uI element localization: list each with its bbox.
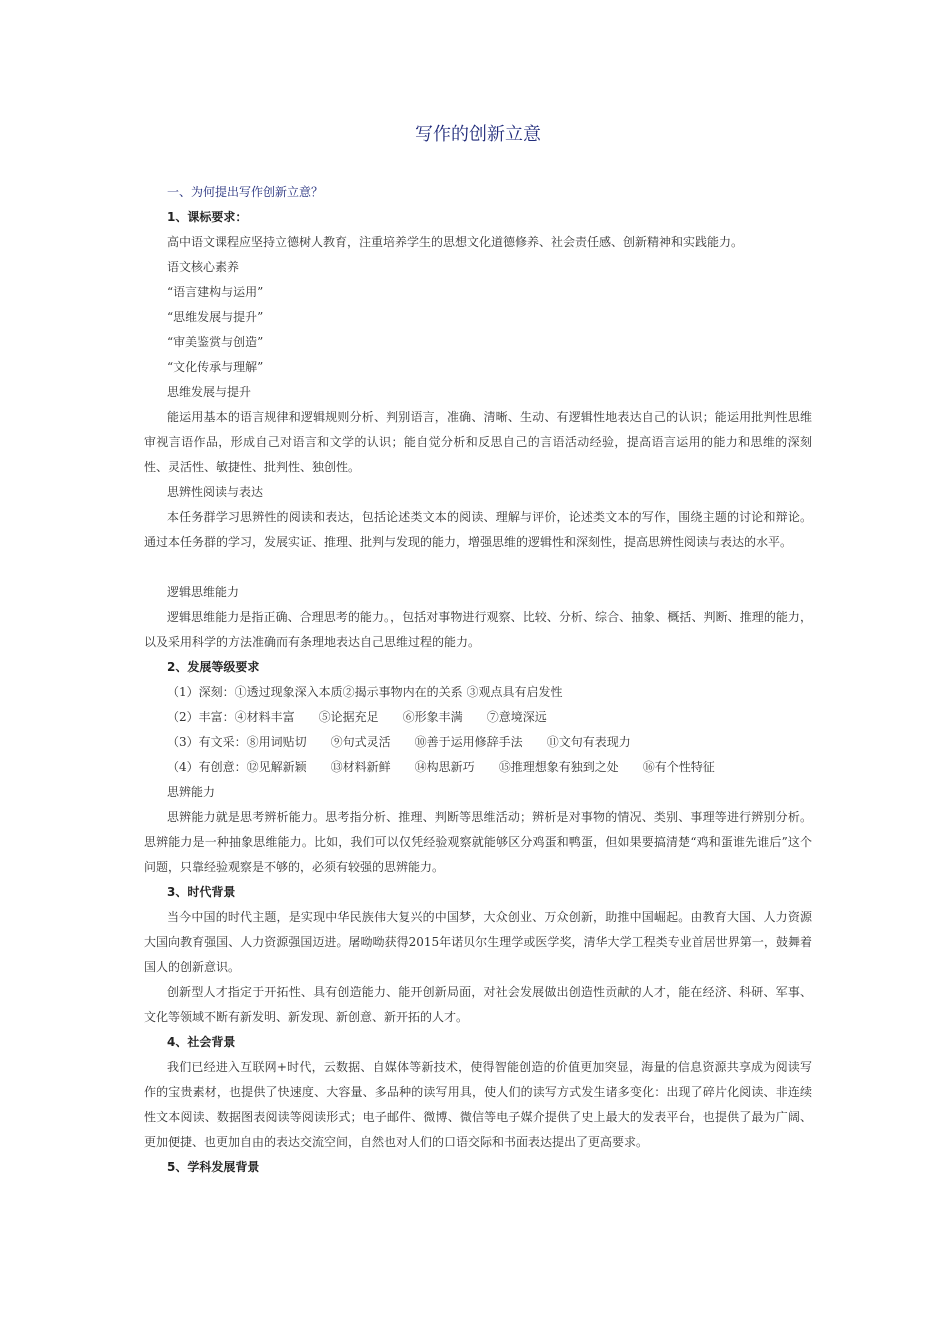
level-item: ⑬材料新鲜 [330, 760, 391, 774]
core-item: “文化传承与理解” [167, 360, 264, 374]
level-item: ⑥形象丰满 [402, 710, 463, 724]
core-item: “思维发展与提升” [167, 310, 264, 324]
level-lead: （4）有创意： [167, 760, 247, 774]
level-line [167, 705, 812, 730]
section-heading: 一、为何提出写作创新立意？ [167, 185, 324, 199]
level-item: ⑦意境深远 [486, 710, 547, 724]
subsection-heading: 1、课标要求： [167, 210, 248, 224]
level-item: ⑧用词贴切 [246, 735, 307, 749]
intro-text: 高中语文课程应坚持立德树人教育，注重培养学生的思想文化道德修养、社会责任感、创新精神和实践能力。 [167, 235, 744, 249]
level-item: ⑪文句有表现力 [546, 735, 631, 749]
level-item: ⑩善于运用修辞手法 [414, 735, 523, 749]
reading-paragraph: 本任务群学习思辨性的阅读和表达，包括论述类文本的阅读、理解与评价，论述类文本的写作，围绕主题的讨论和辩论。通过本任务群的学习，发展实证、推理、批判与发现的能力，增强思维的逻辑性和深刻性，提高思辨性阅读与表达的水平。 [144, 510, 812, 549]
core-item: “审美鉴赏与创造” [167, 335, 264, 349]
level-item: ⑯有个性特征 [642, 760, 715, 774]
level-item: ⑫见解新颖 [246, 760, 307, 774]
level-item: ④材料丰富 [234, 710, 295, 724]
subsection-heading: 5、学科发展背景 [167, 1160, 260, 1174]
bian-paragraph: 思辨能力就是思考辨析能力。思考指分析、推理、判断等思维活动；辨析是对事物的情况、类别、事理等进行辨别分析。思辨能力是一种抽象思维能力。比如，我们可以仅凭经验观察就能够区分鸡蛋和鸭蛋，但如果要搞清楚“鸡和蛋谁先谁后”这个问题，只靠经验观察是不够的，必须有较强的思辨能力。 [144, 810, 812, 874]
document-page [144, 118, 812, 1180]
era-paragraph-1: 当今中国的时代主题，是实现中华民族伟大复兴的中国梦，大众创业、万众创新，助推中国崛起。由教育大国、人力资源大国向教育强国、人力资源强国迈进。屠呦呦获得2015年诺贝尔生理学或医学奖，清华大学工程类专业首居世界第一，鼓舞着国人的创新意识。 [144, 910, 812, 974]
level-item: ⑭构思新巧 [414, 760, 475, 774]
era-paragraph-2: 创新型人才指定于开拓性、具有创造能力、能开创新局面，对社会发展做出创造性贡献的人才，能在经济、科研、军事、文化等领域不断有新发明、新发现、新创意、新开拓的人才。 [144, 985, 812, 1024]
level-item: ⑮推理想象有独到之处 [498, 760, 619, 774]
subsection-heading: 2、发展等级要求 [167, 660, 260, 674]
level-line [167, 730, 812, 755]
level-item: ⑨句式灵活 [330, 735, 391, 749]
level-line [167, 755, 812, 780]
logic-paragraph: 逻辑思维能力是指正确、合理思考的能力。，包括对事物进行观察、比较、分析、综合、抽象、概括、判断、推理的能力，以及采用科学的方法准确而有条理地表达自己思维过程的能力。 [144, 610, 812, 649]
page-title: 写作的创新立意 [415, 124, 541, 145]
core-item: “语言建构与运用” [167, 285, 264, 299]
thinking-paragraph: 能运用基本的语言规律和逻辑规则分析、判别语言，准确、清晰、生动、有逻辑性地表达自己的认识；能运用批判性思维审视言语作品，形成自己对语言和文学的认识；能自觉分析和反思自己的言语活动经验，提高语言运用的能力和思维的深刻性、灵活性、敏捷性、批判性、独创性。 [144, 410, 812, 474]
subsection-heading: 3、时代背景 [167, 885, 236, 899]
level-line [167, 680, 812, 705]
level-item: ①透过现象深入本质②揭示事物内在的关系 ③观点具有启发性 [234, 685, 563, 699]
core-label: 语文核心素养 [167, 260, 240, 274]
reading-label: 思辨性阅读与表达 [167, 485, 264, 499]
level-lead: （1）深刻： [167, 685, 235, 699]
thinking-label: 思维发展与提升 [167, 385, 252, 399]
logic-label: 逻辑思维能力 [167, 585, 240, 599]
level-lead: （2）丰富： [167, 710, 235, 724]
level-item: ⑤论据充足 [318, 710, 379, 724]
level-lead: （3）有文采： [167, 735, 247, 749]
society-paragraph: 我们已经进入互联网+时代，云数据、自媒体等新技术，使得智能创造的价值更加突显，海量的信息资源共享成为阅读写作的宝贵素材，也提供了快速度、大容量、多品种的读写用具，使人们的读写方式发生诸多变化：出现了碎片化阅读、非连续性文本阅读、数据图表阅读等阅读形式；电子邮件、微博、微信等电子媒介提供了史上最大的发表平台，也提供了最为广阔、更加便捷、也更加自由的表达交流空间，自然也对人们的口语交际和书面表达提出了更高要求。 [144, 1060, 812, 1149]
bian-label: 思辨能力 [167, 785, 216, 799]
subsection-heading: 4、社会背景 [167, 1035, 236, 1049]
